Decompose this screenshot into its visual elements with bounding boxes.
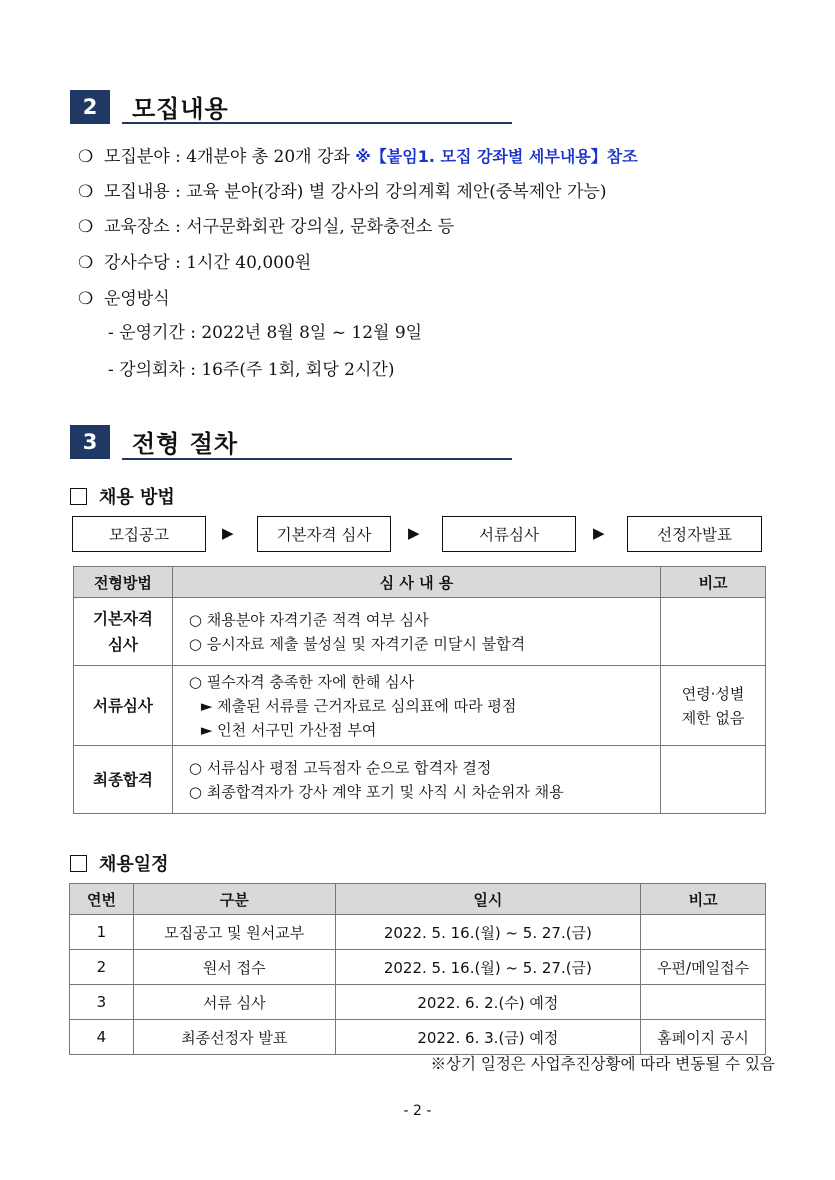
flow-step-document: 서류심사	[442, 516, 576, 552]
table-row: 3 서류 심사 2022. 6. 2.(수) 예정	[70, 985, 766, 1020]
section-underline	[122, 458, 512, 460]
section-number: 2	[70, 90, 110, 124]
flow-step-result: 선정자발표	[627, 516, 762, 552]
bullet-location: ❍ 교육장소 : 서구문화회관 강의실, 문화충전소 등	[78, 217, 455, 237]
checkbox-square-icon	[70, 488, 87, 505]
sub-period: - 운영기간 : 2022년 8월 8일 ~ 12월 9일	[108, 323, 423, 343]
table-row: 1 모집공고 및 원서교부 2022. 5. 16.(월) ~ 5. 27.(금)	[70, 915, 766, 950]
table-row: 4 최종선정자 발표 2022. 6. 3.(금) 예정 홈페이지 공시	[70, 1020, 766, 1055]
selection-method-table	[73, 566, 766, 814]
bullet-recruit-content: ❍ 모집내용 : 교육 분야(강좌) 별 강사의 강의계획 제안(중복제안 가능)	[78, 182, 607, 202]
section-2-header	[70, 89, 229, 124]
section-3-header	[70, 424, 238, 459]
table-row: 기본자격 심사 ○ 채용분야 자격기준 적격 여부 심사 ○ 응시자료 제출 불성실 및 자격기준 미달시 불합격	[74, 598, 766, 666]
schedule-footnote: ※상기 일정은 사업추진상황에 따라 변동될 수 있음	[430, 1055, 775, 1073]
table-row: 2 원서 접수 2022. 5. 16.(월) ~ 5. 27.(금) 우편/메일접수	[70, 950, 766, 985]
section-number: 3	[70, 425, 110, 459]
table-row: 최종합격 ○ 서류심사 평점 고득점자 순으로 합격자 결정 ○ 최종합격자가 강사 계약 포기 및 사직 시 차순위자 채용	[74, 746, 766, 814]
method-heading: 채용 방법	[70, 483, 175, 509]
flow-arrow-icon: ▶	[593, 524, 605, 542]
flow-arrow-icon: ▶	[222, 524, 234, 542]
table-row: 서류심사 ○ 필수자격 충족한 자에 한해 심사 ► 제출된 서류를 근거자료로 심의표에 따라 평점 ► 인천 서구민 가산점 부여 연령·성별 제한 없음	[74, 666, 766, 746]
flow-step-announce: 모집공고	[72, 516, 206, 552]
bullet-recruit-field: ❍ 모집분야 : 4개분야 총 20개 강좌 ※【붙임1. 모집 강좌별 세부내용】참조	[78, 147, 638, 167]
attachment-reference: ※【붙임1. 모집 강좌별 세부내용】참조	[355, 147, 638, 166]
checkbox-square-icon	[70, 855, 87, 872]
schedule-heading: 채용일정	[70, 850, 169, 876]
page-number: - 2 -	[403, 1103, 432, 1119]
flow-step-qualification: 기본자격 심사	[257, 516, 391, 552]
table-header-row: 연번 구분 일시 비고	[70, 884, 766, 915]
table-header-row: 전형방법 심 사 내 용 비고	[74, 567, 766, 598]
sub-sessions: - 강의회차 : 16주(주 1회, 회당 2시간)	[108, 360, 395, 380]
flow-arrow-icon: ▶	[408, 524, 420, 542]
schedule-table	[69, 883, 766, 1055]
bullet-fee: ❍ 강사수당 : 1시간 40,000원	[78, 253, 312, 273]
section-title: 전형 절차	[132, 430, 239, 458]
section-underline	[122, 122, 512, 124]
section-title: 모집내용	[132, 95, 229, 123]
bullet-operation: ❍ 운영방식	[78, 289, 170, 309]
